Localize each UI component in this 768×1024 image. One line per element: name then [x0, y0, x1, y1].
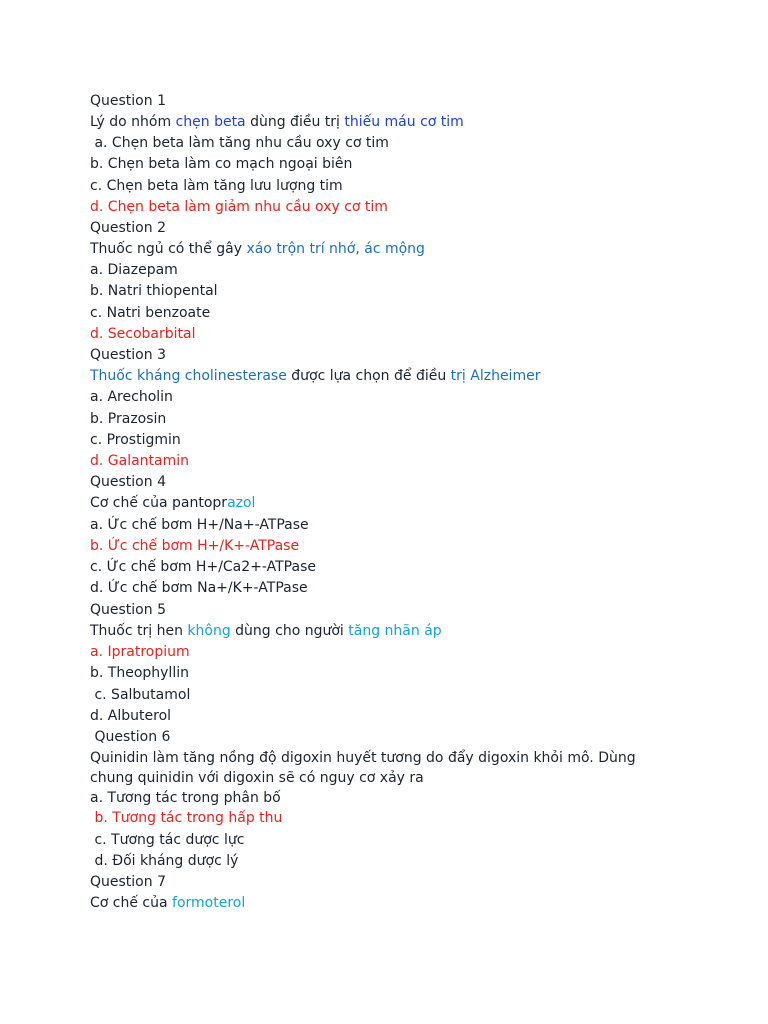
text-span: Thuốc ngủ có thể gây — [90, 241, 247, 257]
text-line — [90, 218, 166, 238]
text-line — [90, 788, 281, 808]
text-span: được lựa chọn để điều — [286, 368, 451, 384]
text-span: Question 7 — [90, 874, 166, 890]
text-line — [90, 685, 190, 705]
text-span: Question 5 — [90, 602, 166, 618]
text-line — [90, 706, 171, 726]
text-line — [90, 727, 170, 747]
text-line — [90, 239, 425, 259]
text-line — [90, 112, 464, 132]
text-line — [90, 557, 316, 577]
text-span: dùng điều trị — [245, 114, 345, 130]
text-span: chẹn beta — [175, 114, 246, 130]
text-line — [90, 197, 388, 217]
text-span: Quinidin làm tăng nồng độ digoxin huyết tương do đẩy digoxin khỏi mô. Dùng chung quinidin với digoxin sẽ có nguy cơ xảy ra — [90, 750, 641, 786]
text-span: c. Ức chế bơm H+/Ca2+-ATPase — [90, 559, 316, 575]
text-line — [90, 621, 442, 641]
text-span: Lý do nhóm — [90, 114, 176, 130]
text-span: b. Tương tác trong hấp thu — [90, 810, 283, 826]
text-span: Question 2 — [90, 220, 166, 236]
text-line — [90, 409, 166, 429]
text-span: Question 4 — [90, 474, 166, 490]
text-span: b. Chẹn beta làm co mạch ngoại biên — [90, 156, 353, 172]
text-span: a. Diazepam — [90, 262, 178, 278]
text-span: d. Chẹn beta làm giảm nhu cầu oxy cơ tim — [90, 199, 388, 215]
text-span: formoterol — [172, 895, 246, 911]
text-span: c. Tương tác dược lực — [90, 832, 245, 848]
text-span: a. Tương tác trong phân bố — [90, 790, 281, 806]
text-line — [90, 578, 308, 598]
text-span: b. Ức chế bơm H+/K+-ATPase — [90, 538, 300, 554]
text-line — [90, 133, 389, 153]
text-span: d. Đối kháng dược lý — [90, 853, 239, 869]
text-line — [90, 515, 309, 535]
text-line — [90, 154, 352, 174]
text-line — [90, 851, 238, 871]
text-span: d. Secobarbital — [90, 326, 196, 342]
text-line — [90, 260, 178, 280]
text-line — [90, 893, 245, 913]
text-span: c. Prostigmin — [90, 432, 181, 448]
text-span: dùng cho người — [230, 623, 349, 639]
text-line — [90, 324, 196, 344]
text-line — [90, 663, 189, 683]
text-span: c. Natri benzoate — [90, 305, 211, 321]
text-line — [90, 642, 190, 662]
text-span: không — [187, 623, 231, 639]
text-line — [90, 176, 343, 196]
text-line — [90, 345, 166, 365]
text-line — [90, 366, 540, 386]
text-line — [90, 387, 173, 407]
text-line — [90, 281, 218, 301]
text-span: Question 1 — [90, 93, 166, 109]
text-span: b. Theophyllin — [90, 665, 189, 681]
text-span: Cơ chế của — [90, 895, 173, 911]
text-line — [90, 493, 255, 513]
text-span: d. Galantamin — [90, 453, 190, 469]
text-line — [90, 872, 166, 892]
text-span: Question 6 — [90, 729, 171, 745]
text-line — [90, 472, 166, 492]
text-line — [90, 303, 210, 323]
text-span: a. Chẹn beta làm tăng nhu cầu oxy cơ tim — [90, 135, 389, 151]
text-span: tăng nhãn áp — [348, 623, 442, 639]
text-line — [90, 748, 660, 788]
text-span: thiếu máu cơ tim — [344, 114, 464, 130]
text-span: trị Alzheimer — [450, 368, 541, 384]
text-span: Thuốc trị hen — [90, 623, 188, 639]
text-span: azol — [227, 495, 256, 511]
text-line — [90, 830, 244, 850]
text-span: Cơ chế của pantopr — [90, 495, 228, 511]
text-span: d. Ức chế bơm Na+/K+-ATPase — [90, 580, 308, 596]
text-line — [90, 451, 189, 471]
text-span: xáo trộn trí nhớ, ác mộng — [246, 241, 425, 257]
text-span: a. Arecholin — [90, 389, 173, 405]
text-line — [90, 91, 166, 111]
text-line — [90, 536, 299, 556]
text-span: Thuốc kháng cholinesterase — [90, 368, 287, 384]
text-span: b. Prazosin — [90, 411, 167, 427]
text-span: a. Ipratropium — [90, 644, 190, 660]
text-span: b. Natri thiopental — [90, 283, 218, 299]
text-span: c. Salbutamol — [90, 687, 191, 703]
text-span: a. Ức chế bơm H+/Na+-ATPase — [90, 517, 309, 533]
text-span: d. Albuterol — [90, 708, 172, 724]
text-line — [90, 808, 282, 828]
text-line — [90, 600, 166, 620]
text-line — [90, 430, 181, 450]
text-span: c. Chẹn beta làm tăng lưu lượng tim — [90, 178, 343, 194]
text-span: Question 3 — [90, 347, 166, 363]
